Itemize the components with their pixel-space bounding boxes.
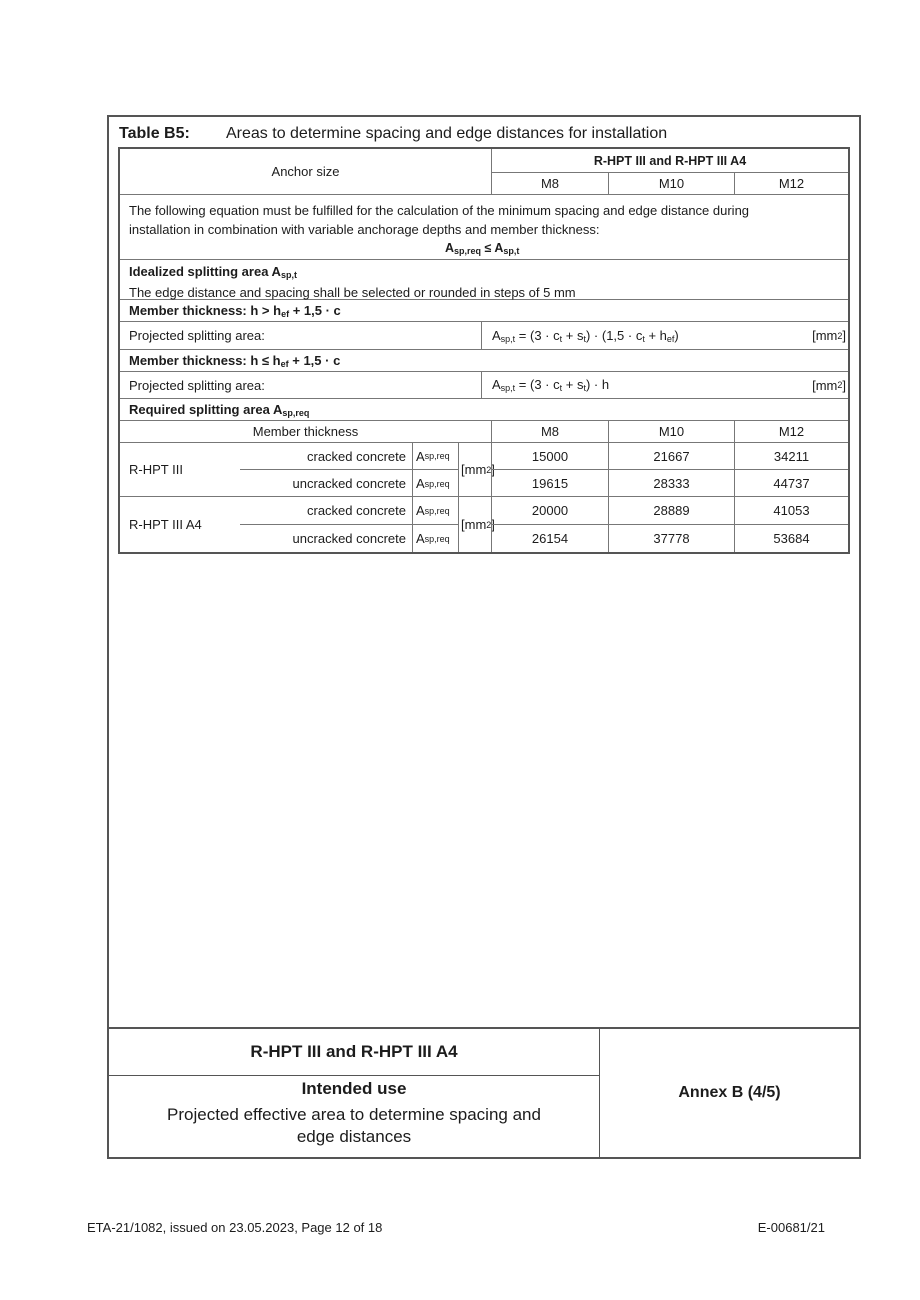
sym-sub: sp,req [424,478,450,489]
unit-sup: 2 [837,330,843,341]
unit-text: [mm [812,377,838,393]
condition-label: uncracked concrete [292,476,406,491]
symbol-asp-req [416,525,450,552]
unit-close: ] [491,517,495,532]
table-caption [119,125,668,143]
value-cell: 53684 [773,531,810,546]
f-part: = (3 · c [515,327,560,343]
value-cell: 19615 [531,476,569,491]
value-cell: 37778 [653,531,690,546]
unit-close: ] [491,462,495,477]
size-header-m8 [492,173,608,194]
table-label: Table B5: [119,125,190,142]
symbol-asp-req [416,470,450,497]
unit-mm2 [461,443,495,496]
f-part: = (3 · c [515,377,560,392]
value-cell: 34211 [773,448,810,464]
case1-heading-tail: + 1,5 · c [289,303,341,318]
table-header [120,149,848,195]
size-header-m10 [609,173,734,194]
case1-heading-text: Member thickness: h > h [129,303,282,318]
case2-formula [492,372,609,398]
eq-symbol: A [445,241,455,255]
symbol-asp-req [416,443,450,469]
description-line-1: Projected effective area to determine spacing and [167,1105,541,1124]
idealized-note: The edge distance and spacing shall be selected or rounded in steps of 5 mm [129,285,576,300]
value-cell: 28889 [653,503,690,518]
unit-close: ] [842,328,846,343]
f-sub: sp,t [500,383,516,393]
unit-close: ] [842,377,846,393]
size-header-m12 [735,173,848,194]
product-group-header [492,149,848,173]
table-title: Areas to determine spacing and edge distances for installation [226,125,668,142]
unit-text: [mm [812,328,838,343]
f-sub: sp,t [500,333,516,344]
f-part: + h [644,327,667,343]
section-title: Intended use [301,1079,407,1098]
unit-text: [mm [461,462,487,477]
required-subscript: sp,req [282,408,310,418]
case2-subscript: ef [280,359,289,369]
f-sym: A [492,327,501,343]
document-reference: ETA-21/1082, issued on 23.05.2023, Page 12 of 18 [87,1220,383,1235]
value-cell: 20000 [531,503,569,518]
size-label-m10: M10 [658,424,685,439]
required-heading [120,399,848,421]
unit-sup: 2 [486,464,492,475]
sym-sub: sp,req [424,533,450,544]
required-title: Required splitting area A [129,402,283,417]
group-r-hpt-iii-a4 [120,497,848,552]
eq-subscript: sp,t [503,246,520,256]
f-sub: t [559,333,563,344]
intro-text [120,195,848,260]
unit-sup: 2 [486,519,492,530]
sym: A [416,531,425,546]
product-group-label: R-HPT III and R-HPT III A4 [593,153,747,168]
size-label: M12 [778,176,805,191]
f-sub: ef [666,333,675,344]
f-part: ) · (1,5 · c [585,327,643,343]
case2-heading-tail: + 1,5 · c [288,353,341,368]
idealized-section [120,260,848,300]
condition-equation [445,239,519,261]
case2-heading-text: Member thickness: h ≤ h [129,353,281,368]
value-cell: 26154 [531,531,569,546]
size-label: M10 [658,176,685,191]
value-cell: 44737 [773,476,810,491]
group-name: R-HPT III [129,462,183,477]
annex-label: Annex B (4/5) [678,1084,781,1101]
condition-label: cracked concrete [307,503,406,518]
case1-unit [812,322,846,349]
anchor-size-header [120,149,491,194]
spacing-table [118,147,850,554]
case1-formula-row [120,322,848,350]
sym: A [416,448,425,464]
unit-text: [mm [461,517,487,532]
group-r-hpt-iii [120,443,848,497]
intro-line-1: The following equation must be fulfilled for the calculation of the minimum spacing and edge distance during [129,203,750,218]
eq-operator: ≤ [481,241,495,255]
f-sub: t [642,333,645,344]
value-cell: 21667 [653,448,690,464]
case1-formula [492,322,679,349]
value-cell: 28333 [653,476,690,491]
eq-symbol: A [494,241,504,255]
sym: A [416,476,425,491]
condition-label: cracked concrete [307,448,406,464]
case2-heading [120,350,848,372]
product-title: R-HPT III and R-HPT III A4 [109,1029,599,1076]
case2-unit [812,372,846,398]
f-part: ) · h [585,377,610,392]
anchor-size-label: Anchor size [271,164,340,179]
eq-subscript: sp,req [454,246,482,256]
member-thickness-label: Member thickness [252,424,359,439]
idealized-subscript: sp,t [280,270,297,280]
value-cell: 15000 [531,448,569,464]
case1-heading [120,300,848,322]
intro-line-2: installation in combination with variable anchorage depths and member thickness: [129,222,600,237]
unit-sup: 2 [837,380,843,390]
f-part: ) [674,327,679,343]
value-cell: 41053 [773,503,810,518]
size-label-m12: M12 [778,424,805,439]
unit-mm2 [461,497,495,552]
idealized-title-text: Idealized splitting area A [129,264,281,279]
case1-label: Projected splitting area: [129,328,265,343]
f-sym: A [492,377,501,392]
annex-footer-box [107,1027,861,1159]
idealized-title [129,263,848,284]
section-description [109,1104,599,1148]
f-sub: t [583,333,586,344]
sym-sub: sp,req [424,451,450,461]
sym: A [416,503,425,518]
case1-subscript: ef [281,309,290,319]
size-label: M8 [540,176,560,191]
f-part: + s [562,327,584,343]
description-line-2: edge distances [296,1127,412,1146]
symbol-asp-req [416,497,450,524]
condition-label: uncracked concrete [292,531,406,546]
f-sub: t [583,383,586,393]
f-part: + s [562,377,584,392]
group-name: R-HPT III A4 [129,517,202,532]
size-label-m8: M8 [540,424,560,439]
sym-sub: sp,req [424,505,450,516]
required-size-header [120,421,848,443]
document-number: E-00681/21 [757,1220,825,1235]
case2-formula-row [120,372,848,399]
case2-label: Projected splitting area: [129,377,265,393]
f-sub: t [559,383,563,393]
annex-footer-left [109,1029,600,1157]
